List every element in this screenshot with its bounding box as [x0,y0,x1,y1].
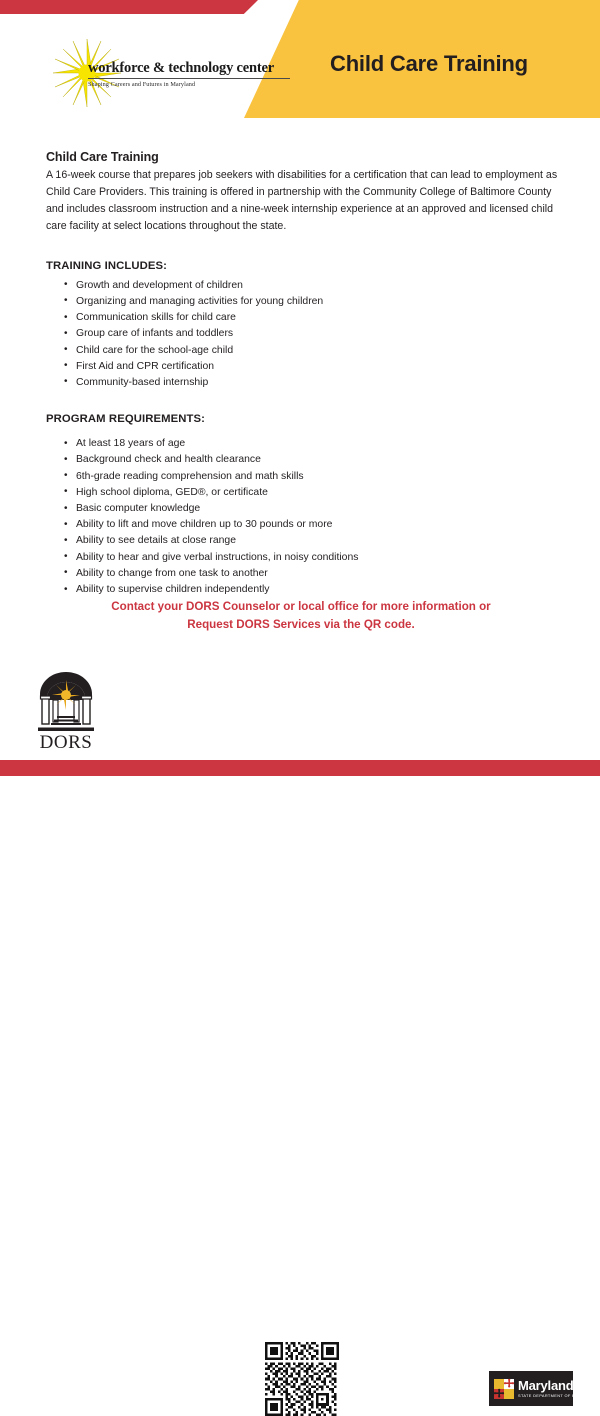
page-footer [0,660,600,1399]
section-program-requirements [46,413,570,598]
logo-text-block [88,60,293,88]
section-training-includes [46,260,570,392]
list-item: • Community-based internship [76,375,570,391]
list-item: • Ability to see details at close range [76,533,570,549]
list-item: • Organizing and managing activities for young children [76,294,570,310]
list-item: • Growth and development of children [76,278,570,294]
section-heading-requirements: PROGRAM REQUIREMENTS: [46,413,206,426]
list-item: • Ability to supervise children independently [76,582,570,598]
logo-name: workforce & technology center [88,60,274,76]
footer-red-bar [0,760,600,776]
maryland-cross-bottony-icon [494,1379,514,1399]
maryland-name: Maryland [518,1378,574,1394]
list-item: • Child care for the school-age child [76,343,570,359]
contact-line-1: Contact your DORS Counselor or local office for more information or [111,600,491,613]
list-item: • First Aid and CPR certification [76,359,570,375]
list-item: • Ability to hear and give verbal instructions, in noisy conditions [76,550,570,566]
list-item: • Communication skills for child care [76,310,570,326]
program-description: A 16-week course that prepares job seekers with disabilities for a certification that can lead to employment as Child Care Providers. This training is offered in partnership with the Community College of Baltimore County and includes classroom instruction and a nine-week internship experience at an approved and licensed child care facility at select locations throughout the state. [46,169,558,233]
page-header [0,0,600,120]
qr-code-icon[interactable] [265,1342,339,1416]
list-item: • Basic computer knowledge [76,501,570,517]
program-subtitle: Child Care Training [46,150,159,164]
list-item: • Ability to change from one task to another [76,566,570,582]
workforce-technology-center-logo [52,38,292,108]
logo-tagline: Shaping Careers and Futures in Maryland [88,81,196,88]
list-item: • At least 18 years of age [76,436,570,452]
list-item: • Group care of infants and toddlers [76,326,570,342]
dors-logo [30,670,102,758]
list-item: • Ability to lift and move children up to 30 pounds or more [76,517,570,533]
header-red-accent-bar [0,0,258,14]
contact-line-2: Request DORS Services via the QR code. [187,617,415,631]
training-includes-list [46,278,570,392]
list-item: • High school diploma, GED®, or certificate [76,485,570,501]
logo-divider [88,78,290,79]
main-content [46,150,570,598]
list-item: • Background check and health clearance [76,452,570,468]
maryland-department: STATE DEPARTMENT OF EDUCATION [518,1393,598,1399]
contact-callout [46,598,556,634]
section-heading-training: TRAINING INCLUDES: [46,259,168,272]
dors-wordmark: DORS [39,732,93,753]
page-title: Child Care Training [330,51,528,76]
program-requirements-list [46,436,570,598]
maryland-badge-text [518,1379,598,1398]
dors-dome-sunburst-icon [32,670,100,736]
maryland-state-department-of-education-logo [489,1371,598,1406]
qr-code-matrix [265,1342,339,1416]
list-item: • 6th-grade reading comprehension and math skills [76,469,570,485]
